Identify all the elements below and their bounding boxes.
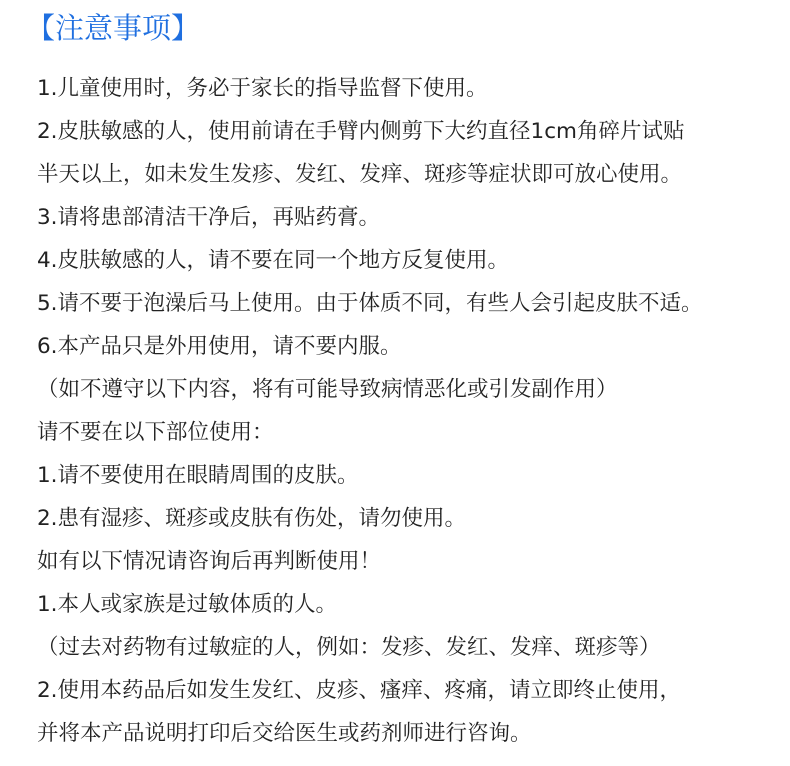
notice-heading: 【注意事项】 (26, 11, 201, 45)
notice-line: 半天以上，如未发生发疹、发红、发痒、斑疹等症状即可放心使用。 (37, 162, 683, 187)
notice-line: 4.皮肤敏感的人，请不要在同一个地方反复使用。 (37, 248, 510, 273)
notice-line: 2.皮肤敏感的人，使用前请在手臂内侧剪下大约直径1cm角碎片试贴 (37, 119, 685, 144)
notice-line: （过去对药物有过敏症的人，例如：发疹、发红、发痒、斑疹等） (37, 635, 661, 660)
notice-line: 2.患有湿疹、斑疹或皮肤有伤处，请勿使用。 (37, 506, 467, 531)
notice-line: （如不遵守以下内容，将有可能导致病情恶化或引发副作用） (37, 377, 618, 402)
notice-line: 6.本产品只是外用使用，请不要内服。 (37, 334, 402, 359)
notice-line: 5.请不要于泡澡后马上使用。由于体质不同，有些人会引起皮肤不适。 (37, 291, 703, 316)
notice-line: 请不要在以下部位使用： (37, 420, 274, 445)
notice-line: 1.儿童使用时，务必于家长的指导监督下使用。 (37, 76, 488, 101)
notice-line: 如有以下情况请咨询后再判断使用！ (37, 549, 382, 574)
notice-line: 3.请将患部清洁干净后，再贴药膏。 (37, 205, 381, 230)
notice-line: 1.请不要使用在眼睛周围的皮肤。 (37, 463, 359, 488)
notice-line: 2.使用本药品后如发生发红、皮疹、瘙痒、疼痛，请立即终止使用， (37, 678, 682, 703)
notice-line: 1.本人或家族是过敏体质的人。 (37, 592, 338, 617)
notice-line: 并将本产品说明打印后交给医生或药剂师进行咨询。 (37, 721, 532, 746)
